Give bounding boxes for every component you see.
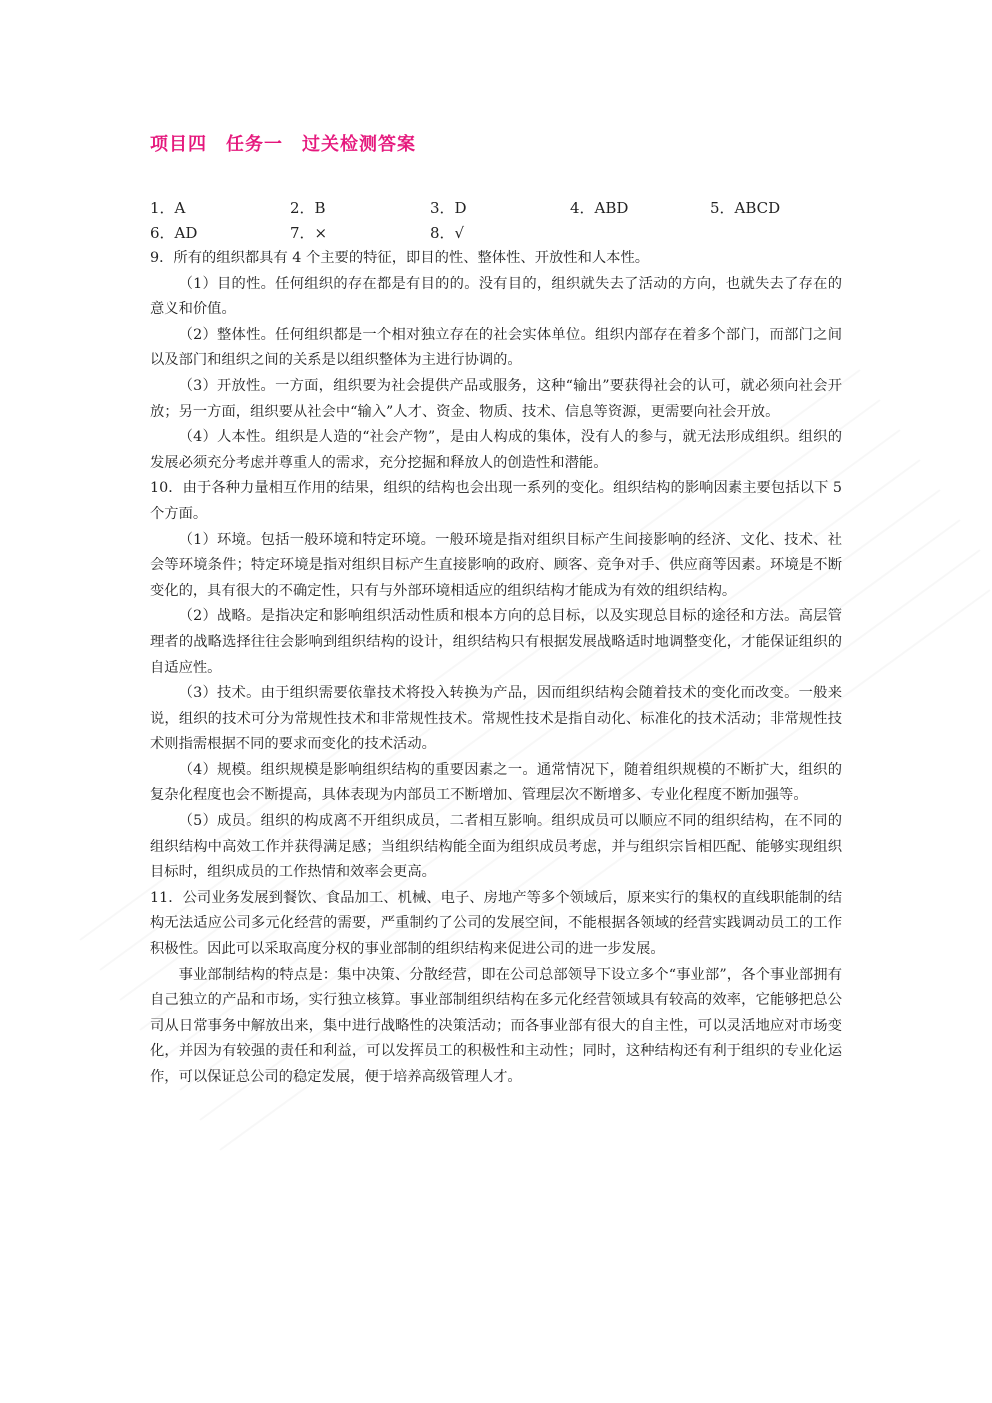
paragraph: （3）技术。由于组织需要依靠技术将投入转换为产品，因而组织结构会随着技术的变化而改变。一般来说，组织的技术可分为常规性技术和非常规性技术。常规性技术是指自动化、标准化的技术活动；非常规性技术则指需根据不同的要求而变化的技术活动。	[150, 685, 842, 753]
answer-6: 6．AD	[150, 224, 198, 242]
paragraph: 11．公司业务发展到餐饮、食品加工、机械、电子、房地产等多个领域后，原来实行的集权的直线职能制的结构无法适应公司多元化经营的需要，严重制约了公司的发展空间，不能根据各领域的经营实践调动员工的工作积极性。因此可以采取高度分权的事业部制的组织结构来促进公司的进一步发展。	[150, 889, 842, 958]
choice-answers	[150, 196, 842, 246]
paragraph: （4）规模。组织规模是影响组织结构的重要因素之一。通常情况下，随着组织规模的不断扩大，组织的复杂化程度也会不断提高，具体表现为内部员工不断增加、管理层次不断增多、专业化程度不断加强等。	[150, 761, 842, 804]
paragraph: （4）人本性。组织是人造的“社会产物”，是由人构成的集体，没有人的参与，就无法形成组织。组织的发展必须充分考虑并尊重人的需求，充分挖掘和释放人的创造性和潜能。	[150, 429, 842, 471]
paragraph: 9．所有的组织都具有 4 个主要的特征，即目的性、整体性、开放性和人本性。	[150, 250, 650, 266]
answer-8: 8．√	[430, 224, 465, 242]
answer-1: 1．A	[150, 199, 186, 217]
paragraph: （1）环境。包括一般环境和特定环境。一般环境是指对组织目标产生间接影响的经济、文化、技术、社会等环境条件；特定环境是指对组织目标产生直接影响的政府、顾客、竞争对手、供应商等因素。环境是不断变化的，具有很大的不确定性，只有与外部环境相适应的组织结构才能成为有效的组织结构。	[150, 531, 842, 599]
paragraph: （2）战略。是指决定和影响组织活动性质和根本方向的总目标，以及实现总目标的途径和方法。高层管理者的战略选择往往会影响到组织结构的设计，组织结构只有根据发展战略适时地调整变化，才能保证组织的自适应性。	[150, 608, 842, 676]
paragraph: （5）成员。组织的构成离不开组织成员，二者相互影响。组织成员可以顺应不同的组织结构，在不同的组织结构中高效工作并获得满足感；当组织结构能全面为组织成员考虑，并与组织宗旨相匹配、能够实现组织目标时，组织成员的工作热情和效率会更高。	[150, 813, 842, 881]
paragraph: （2）整体性。任何组织都是一个相对独立存在的社会实体单位。组织内部存在着多个部门，而部门之间以及部门和组织之间的关系是以组织整体为主进行协调的。	[150, 326, 842, 369]
answer-paragraphs	[150, 246, 842, 1091]
answer-4: 4．ABD	[570, 199, 629, 217]
answer-7: 7．×	[290, 224, 328, 242]
answer-2: 2．B	[290, 199, 326, 217]
paragraph: 10．由于各种力量相互作用的结果，组织的结构也会出现一系列的变化。组织结构的影响因素主要包括以下 5 个方面。	[150, 480, 842, 522]
answer-row	[150, 196, 842, 221]
paragraph: （1）目的性。任何组织的存在都是有目的的。没有目的，组织就失去了活动的方向，也就失去了存在的意义和价值。	[150, 275, 842, 318]
answer-row	[150, 221, 842, 246]
answer-document	[150, 132, 842, 1091]
answer-3: 3．D	[430, 199, 467, 217]
answer-5: 5．ABCD	[710, 199, 781, 217]
paragraph: 事业部制结构的特点是：集中决策、分散经营，即在公司总部领导下设立多个“事业部”，各个事业部拥有自己独立的产品和市场，实行独立核算。事业部制组织结构在多元化经营领域具有较高的效率，它能够把总公司从日常事务中解放出来，集中进行战略性的决策活动；而各事业部有很大的自主性，可以灵活地应对市场变化，并因为有较强的责任和利益，可以发挥员工的积极性和主动性；同时，这种结构还有利于组织的专业化运作，可以保证总公司的稳定发展，便于培养高级管理人才。	[150, 966, 842, 1085]
paragraph: （3）开放性。一方面，组织要为社会提供产品或服务，这种“输出”要获得社会的认可，就必须向社会开放；另一方面，组织要从社会中“输入”人才、资金、物质、技术、信息等资源，更需要向社会开放。	[150, 377, 842, 420]
page-title: 项目四 任务一 过关检测答案	[150, 134, 416, 155]
